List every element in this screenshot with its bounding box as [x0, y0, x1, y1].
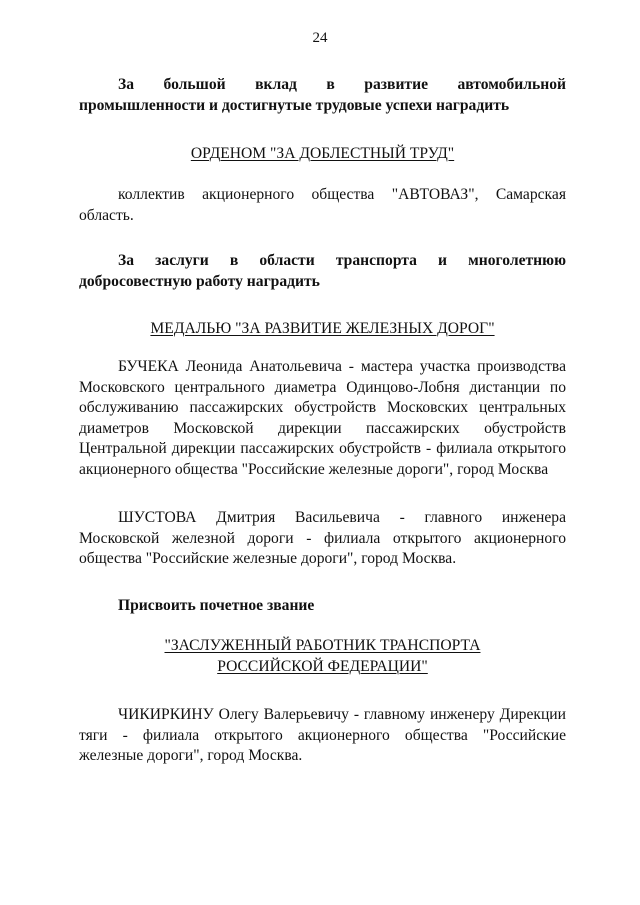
- section-3-award-title: [79, 635, 566, 677]
- award-title-line-1: "ЗАСЛУЖЕННЫЙ РАБОТНИК ТРАНСПОРТА: [164, 637, 481, 654]
- section-1-award-title: [79, 143, 566, 164]
- section-3-recipient: ЧИКИРКИНУ Олегу Валерьевичу - главному инженеру Дирекции тяги - филиала открытого акционерного общества "Российские железные дороги", город Москва.: [79, 706, 566, 764]
- section-1-recipient: коллектив акционерного общества "АВТОВАЗ", Самарская область.: [79, 186, 566, 224]
- section-2-recipient-1: БУЧЕКА Леонида Анатольевича - мастера участка производства Московского центрального диаметра Одинцово-Лобня дистанции по обслуживанию пассажирских обустройств Московских центральных диаметров Московской дирекции пассажирских обустройств Центральной дирекции пассажирских обустройств - филиала открытого акционерного общества "Российские железные дороги", город Москва: [79, 358, 566, 478]
- award-title-line-2: РОССИЙСКОЙ ФЕДЕРАЦИИ": [217, 658, 428, 675]
- section-2-recipient-2: ШУСТОВА Дмитрия Васильевича - главного инженера Московской железной дороги - филиала открытого акционерного общества "Российские железные дороги", город Москва.: [79, 509, 566, 567]
- award-title-text: ОРДЕНОМ "ЗА ДОБЛЕСТНЫЙ ТРУД": [190, 145, 455, 162]
- section-1-intro: За большой вклад в развитие автомобильной промышленности и достигнутые трудовые успехи наградить: [79, 76, 566, 114]
- award-title-text: МЕДАЛЬЮ "ЗА РАЗВИТИЕ ЖЕЛЕЗНЫХ ДОРОГ": [150, 320, 495, 337]
- section-2-intro: За заслуги в области транспорта и многолетнюю добросовестную работу наградить: [79, 252, 566, 290]
- section-2-award-title: [79, 318, 566, 339]
- page-number: 24: [312, 30, 328, 46]
- section-3-intro: Присвоить почетное звание: [118, 597, 315, 614]
